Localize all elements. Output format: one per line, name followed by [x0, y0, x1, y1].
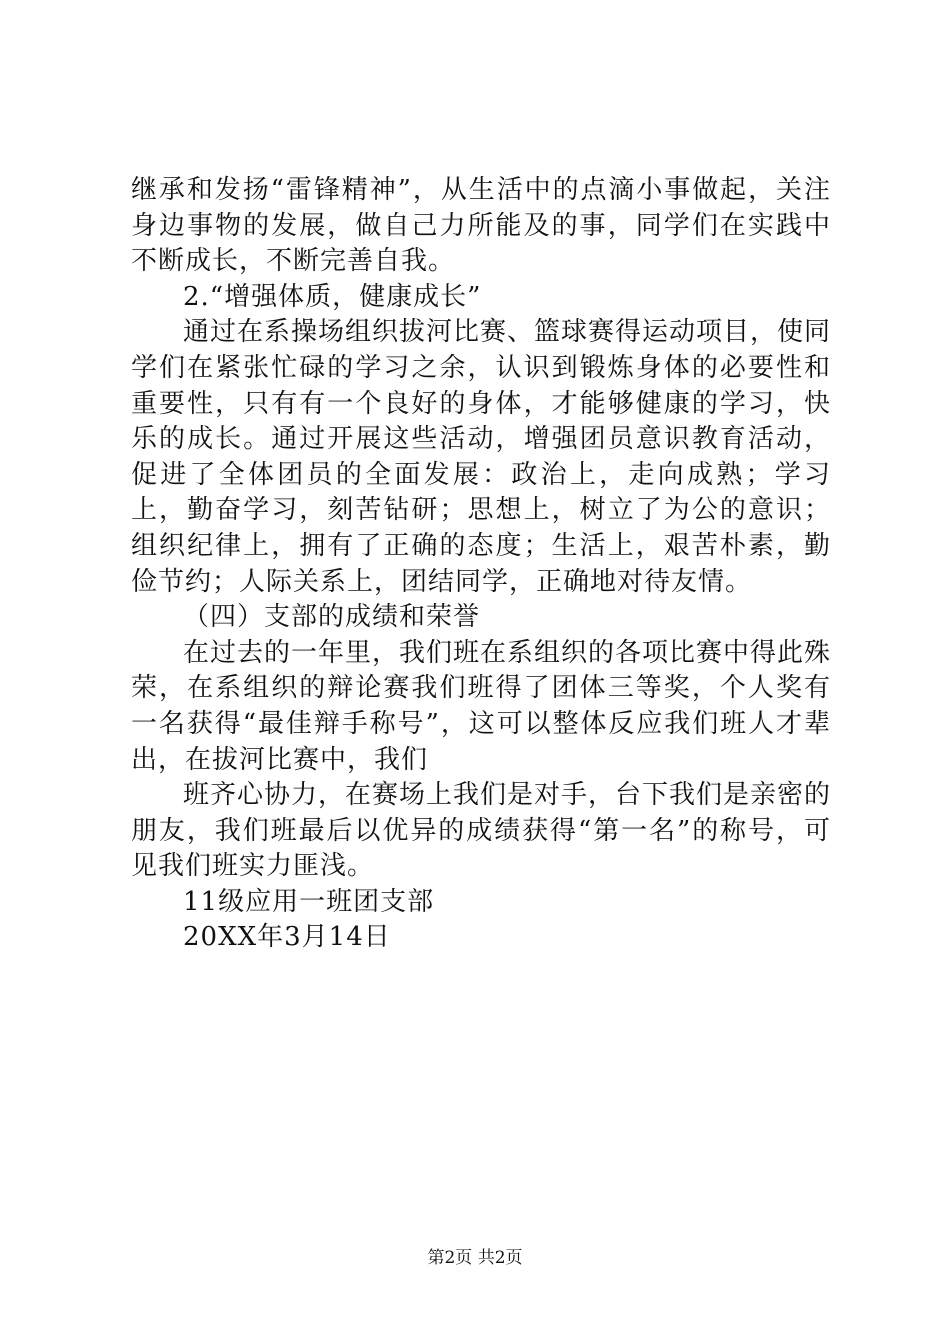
document-body [131, 173, 831, 956]
paragraph-achievements: 在过去的一年里，我们班在系组织的各项比赛中得此殊荣，在系组织的辩论赛我们班得了团体三等奖，个人奖有一名获得“最佳辩手称号”，这可以整体反应我们班人才辈出，在拔河比赛中，我们 [131, 637, 832, 775]
paragraph-fitness: 通过在系操场组织拔河比赛、篮球赛得运动项目，使同学们在紧张忙碌的学习之余，认识到锻炼身体的必要性和重要性，只有有一个良好的身体，才能够健康的学习，快乐的成长。通过开展这些活动，增强团员意识教育活动，促进了全体团员的全面发展：政治上，走向成熟；学习上，勤奋学习，刻苦钻研；思想上，树立了为公的意识；组织纪律上，拥有了正确的态度；生活上，艰苦朴素，勤俭节约；人际关系上，团结同学，正确地对待友情。 [131, 317, 832, 597]
page-number-footer: 第2页 共2页 [427, 1248, 523, 1268]
section-heading-achievements: （四）支部的成绩和荣誉 [183, 602, 481, 633]
section-heading-fitness: 2.“增强体质，健康成长” [183, 281, 482, 312]
paragraph-tug-of-war: 班齐心协力，在赛场上我们是对手，台下我们是亲密的朋友，我们班最后以优异的成绩获得“第一名”的称号，可见我们班实力匪浅。 [131, 780, 832, 882]
paragraph-continuation: 继承和发扬“雷锋精神”，从生活中的点滴小事做起，关注身边事物的发展，做自己力所能及的事，同学们在实践中不断成长，不断完善自我。 [131, 175, 831, 277]
signature-organization: 11级应用一班团支部 [183, 886, 435, 917]
signature-date: 20XX年3月14日 [183, 922, 391, 953]
